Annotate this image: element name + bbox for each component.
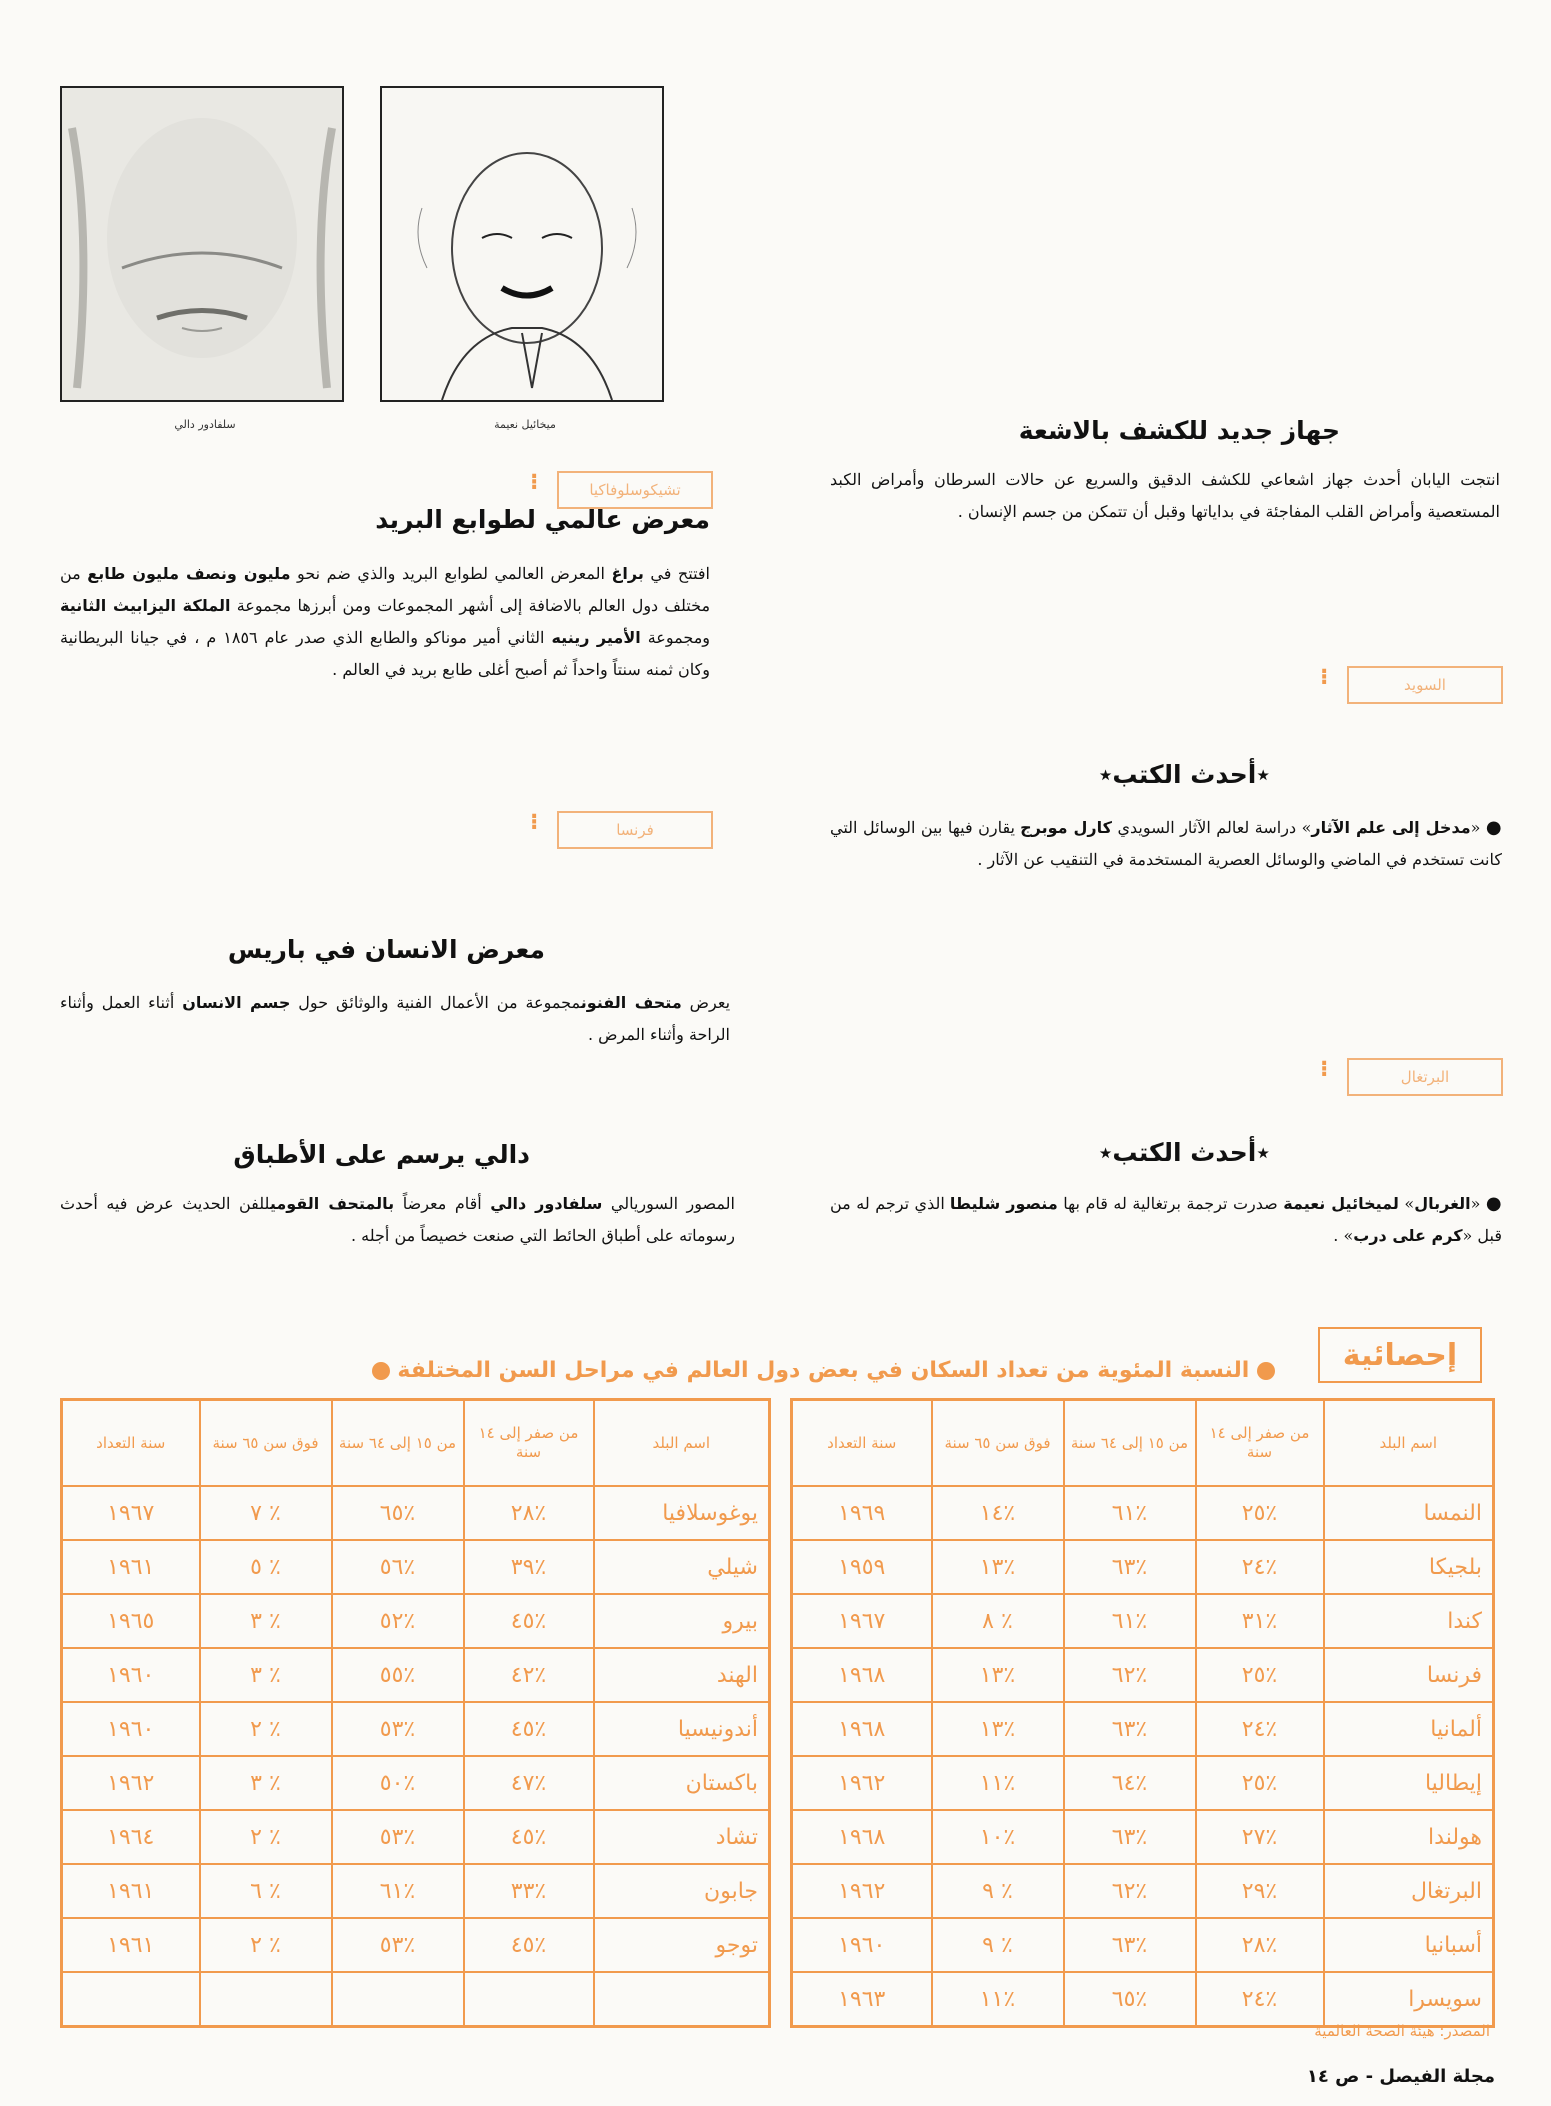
- country-cell: يوغوسلافيا: [594, 1486, 770, 1540]
- value-cell: ١٩٥٩: [792, 1540, 932, 1594]
- table-row: [62, 1594, 770, 1648]
- bullet-icon: ●: [1485, 817, 1503, 838]
- country-label-portugal: [1347, 1058, 1503, 1096]
- table-row: [62, 1486, 770, 1540]
- value-cell: ٪ ٩: [932, 1918, 1064, 1972]
- books2-headline: ٭أحدث الكتب٭: [1098, 1138, 1270, 1167]
- stats-source: المصدر: هيئة الصحة العالمية: [1314, 2022, 1490, 2040]
- country-cell: جابون: [594, 1864, 770, 1918]
- value-cell: ٪٤٧: [464, 1756, 594, 1810]
- value-cell: ٪٦٥: [332, 1486, 464, 1540]
- value-cell: ٪٤٥: [464, 1594, 594, 1648]
- table-row: [62, 1972, 770, 2027]
- table-row: [62, 1756, 770, 1810]
- country-label-czech: [557, 471, 713, 509]
- value-cell: ٪٢٤: [1196, 1972, 1324, 2027]
- table-body: [792, 1486, 1494, 2027]
- value-cell: ١٩٦٢: [792, 1756, 932, 1810]
- value-cell: [200, 1972, 332, 2027]
- value-cell: ٪١٠: [932, 1810, 1064, 1864]
- naimy-sketch: [382, 88, 662, 400]
- value-cell: ٪٥٣: [332, 1702, 464, 1756]
- value-cell: ٪٢٨: [1196, 1918, 1324, 1972]
- value-cell: ٪٦١: [1064, 1594, 1196, 1648]
- country-label-text: البرتغال: [1400, 1068, 1450, 1086]
- value-cell: ٪٦١: [332, 1864, 464, 1918]
- portrait-dali: [60, 86, 344, 402]
- value-cell: ٪٥٠: [332, 1756, 464, 1810]
- country-cell: الهند: [594, 1648, 770, 1702]
- value-cell: [62, 1972, 200, 2027]
- value-cell: ٪٢٧: [1196, 1810, 1324, 1864]
- value-cell: ١٩٦٠: [62, 1702, 200, 1756]
- country-label-france: [557, 811, 713, 849]
- value-cell: ٪ ٣: [200, 1594, 332, 1648]
- column-header: من صفر إلى ١٤ سنة: [1196, 1400, 1324, 1487]
- value-cell: ١٩٦٠: [792, 1918, 932, 1972]
- country-cell: توجو: [594, 1918, 770, 1972]
- value-cell: ١٩٦٨: [792, 1702, 932, 1756]
- table-row: [792, 1756, 1494, 1810]
- table-row: [792, 1702, 1494, 1756]
- country-cell: كندا: [1324, 1594, 1494, 1648]
- value-cell: ٪٥٣: [332, 1918, 464, 1972]
- stamps-headline: معرض عالمي لطوابع البريد: [375, 505, 710, 534]
- books1-headline: ٭أحدث الكتب٭: [1098, 760, 1270, 789]
- value-cell: ٪٢٩: [1196, 1864, 1324, 1918]
- paris-body: يعرض متحف الفنونمجموعة من الأعمال الفنية والوثائق حول جسم الانسان أثناء العمل وأثناء الراحة وأثناء المرض .: [60, 993, 731, 1044]
- value-cell: ٪٦٣: [1064, 1540, 1196, 1594]
- value-cell: ٪١١: [932, 1756, 1064, 1810]
- naimy-caption: ميخائيل نعيمة: [494, 418, 556, 431]
- table-row: [792, 1486, 1494, 1540]
- column-header: سنة التعداد: [62, 1400, 200, 1487]
- value-cell: ٪٤٥: [464, 1810, 594, 1864]
- country-cell: [594, 1972, 770, 2027]
- stats-table-left: [60, 1398, 771, 2028]
- value-cell: ١٩٦٣: [792, 1972, 932, 2027]
- portrait-naimy: [380, 86, 664, 402]
- country-cell: أسبانيا: [1324, 1918, 1494, 1972]
- country-cell: أندونيسيا: [594, 1702, 770, 1756]
- value-cell: ٪ ٢: [200, 1702, 332, 1756]
- column-header: من ١٥ إلى ٦٤ سنة: [332, 1400, 464, 1487]
- section-marker-icon: ⁝: [1320, 665, 1329, 690]
- value-cell: ١٩٦١: [62, 1918, 200, 1972]
- table-header-row: [62, 1400, 770, 1487]
- value-cell: ٪٣٩: [464, 1540, 594, 1594]
- country-label-sweden: [1347, 666, 1503, 704]
- value-cell: ٪٢٤: [1196, 1702, 1324, 1756]
- section-marker-icon: ⁝: [1320, 1057, 1329, 1082]
- value-cell: ٪٦٢: [1064, 1648, 1196, 1702]
- value-cell: ٪٦٥: [1064, 1972, 1196, 2027]
- value-cell: ١٩٦٤: [62, 1810, 200, 1864]
- xray-body: انتجت اليابان أحدث جهاز اشعاعي للكشف الدقيق والسريع عن حالات السرطان وأمراض الكبد المستعصية وأمراض القلب المفاجئة في بداياتها وقبل أن تتمكن من جسم الإنسان .: [830, 470, 1500, 521]
- value-cell: ١٩٦٨: [792, 1648, 932, 1702]
- country-cell: بلجيكا: [1324, 1540, 1494, 1594]
- country-label-text: تشيكوسلوفاكيا: [589, 481, 681, 499]
- value-cell: ١٩٦٢: [792, 1864, 932, 1918]
- column-header: اسم البلد: [594, 1400, 770, 1487]
- stamps-body: افتتح في براغ المعرض العالمي لطوابع البريد والذي ضم نحو مليون ونصف مليون طابع من مختلف دول العالم بالاضافة إلى أشهر المجموعات ومن أبرزها مجموعة الملكة اليزابيث الثانية ومجموعة الأمير رينيه الثاني أمير موناكو والطابع الذي صدر عام ١٨٥٦ م ، في جيانا البريطانية وكان ثمنه سنتاً واحداً ثم أصبح أغلى طابع بريد في العالم .: [60, 564, 711, 679]
- value-cell: ٪٤٢: [464, 1648, 594, 1702]
- value-cell: ٪ ٣: [200, 1648, 332, 1702]
- value-cell: ١٩٦١: [62, 1864, 200, 1918]
- table-row: [792, 1864, 1494, 1918]
- table-row: [792, 1810, 1494, 1864]
- country-label-text: السويد: [1404, 676, 1446, 694]
- column-header: اسم البلد: [1324, 1400, 1494, 1487]
- value-cell: ١٩٦٩: [792, 1486, 932, 1540]
- table-row: [62, 1918, 770, 1972]
- value-cell: ٪٢٤: [1196, 1540, 1324, 1594]
- dali-sketch: [62, 88, 342, 400]
- table-row: [792, 1972, 1494, 2027]
- value-cell: ٪١٤: [932, 1486, 1064, 1540]
- value-cell: [332, 1972, 464, 2027]
- value-cell: ٪ ٥: [200, 1540, 332, 1594]
- country-cell: بيرو: [594, 1594, 770, 1648]
- value-cell: ٪ ٨: [932, 1594, 1064, 1648]
- value-cell: ٪ ٧: [200, 1486, 332, 1540]
- value-cell: ٪٦٣: [1064, 1702, 1196, 1756]
- value-cell: ٪ ٦: [200, 1864, 332, 1918]
- dali-caption: سلفادور دالي: [174, 418, 236, 431]
- value-cell: ٪٢٥: [1196, 1648, 1324, 1702]
- value-cell: ٪ ٢: [200, 1918, 332, 1972]
- value-cell: ٪٦٣: [1064, 1810, 1196, 1864]
- country-cell: فرنسا: [1324, 1648, 1494, 1702]
- stats-table-right: [790, 1398, 1495, 2028]
- value-cell: ٪٢٨: [464, 1486, 594, 1540]
- section-marker-icon: ⁝: [530, 810, 539, 835]
- value-cell: ١٩٦١: [62, 1540, 200, 1594]
- country-cell: شيلي: [594, 1540, 770, 1594]
- value-cell: ١٩٦٧: [792, 1594, 932, 1648]
- column-header: فوق سن ٦٥ سنة: [932, 1400, 1064, 1487]
- dali-body: المصور السوريالي سلفادور دالي أقام معرضاً بالمتحف القوميللفن الحديث عرض فيه أحدث رسوماته على أطباق الحائط التي صنعت خصيصاً من أجله .: [60, 1194, 735, 1245]
- value-cell: ٪٢٥: [1196, 1486, 1324, 1540]
- bullet-icon: ●: [1485, 1193, 1503, 1214]
- books1-body: ● «مدخل إلى علم الآثار» دراسة لعالم الآثار السويدي كارل موبرج يقارن فيها بين الوسائل التي كانت تستخدم في الماضي والوسائل العصرية المستخدمة في التنقيب عن الآثار .: [830, 817, 1503, 869]
- value-cell: ٪٣٣: [464, 1864, 594, 1918]
- table-row: [792, 1540, 1494, 1594]
- country-cell: تشاد: [594, 1810, 770, 1864]
- value-cell: ٪٦١: [1064, 1486, 1196, 1540]
- value-cell: ٪ ٢: [200, 1810, 332, 1864]
- column-header: فوق سن ٦٥ سنة: [200, 1400, 332, 1487]
- value-cell: ١٩٦٥: [62, 1594, 200, 1648]
- table-row: [62, 1864, 770, 1918]
- xray-headline: جهاز جديد للكشف بالاشعة: [1018, 416, 1340, 445]
- value-cell: ٪٢٥: [1196, 1756, 1324, 1810]
- country-cell: إيطاليا: [1324, 1756, 1494, 1810]
- value-cell: ٪٥٢: [332, 1594, 464, 1648]
- value-cell: ١٩٦٧: [62, 1486, 200, 1540]
- country-cell: سويسرا: [1324, 1972, 1494, 2027]
- value-cell: ٪٥٣: [332, 1810, 464, 1864]
- value-cell: ١٩٦٨: [792, 1810, 932, 1864]
- stats-badge: إحصائية: [1318, 1327, 1482, 1383]
- country-label-text: فرنسا: [616, 821, 654, 839]
- value-cell: ٪٤٥: [464, 1918, 594, 1972]
- value-cell: ٪١٣: [932, 1702, 1064, 1756]
- column-header: من صفر إلى ١٤ سنة: [464, 1400, 594, 1487]
- books2-body: ● «الغربال» لميخائيل نعيمة صدرت ترجمة برتغالية له قام بها منصور شليطا الذي ترجم له من قبل «كرم على درب» .: [830, 1193, 1503, 1245]
- value-cell: ٪٤٥: [464, 1702, 594, 1756]
- page-footer: مجلة الفيصل - ص ١٤: [1306, 2066, 1495, 2087]
- section-marker-icon: ⁝: [530, 470, 539, 495]
- value-cell: ١٩٦٠: [62, 1648, 200, 1702]
- table-row: [792, 1594, 1494, 1648]
- value-cell: ٪ ٩: [932, 1864, 1064, 1918]
- table-row: [62, 1648, 770, 1702]
- value-cell: ١٩٦٢: [62, 1756, 200, 1810]
- value-cell: ٪١١: [932, 1972, 1064, 2027]
- paris-headline: معرض الانسان في باريس: [227, 935, 545, 964]
- value-cell: ٪١٣: [932, 1540, 1064, 1594]
- value-cell: ٪٦٤: [1064, 1756, 1196, 1810]
- value-cell: ٪٦٢: [1064, 1864, 1196, 1918]
- column-header: من ١٥ إلى ٦٤ سنة: [1064, 1400, 1196, 1487]
- table-row: [62, 1702, 770, 1756]
- column-header: سنة التعداد: [792, 1400, 932, 1487]
- value-cell: ٪١٣: [932, 1648, 1064, 1702]
- value-cell: ٪٣١: [1196, 1594, 1324, 1648]
- country-cell: البرتغال: [1324, 1864, 1494, 1918]
- table-row: [62, 1540, 770, 1594]
- table-row: [792, 1648, 1494, 1702]
- country-cell: باكستان: [594, 1756, 770, 1810]
- dali-headline: دالي يرسم على الأطباق: [233, 1140, 530, 1169]
- value-cell: ٪٥٦: [332, 1540, 464, 1594]
- country-cell: ألمانيا: [1324, 1702, 1494, 1756]
- table-header-row: [792, 1400, 1494, 1487]
- bullet-dot-icon: [1257, 1362, 1275, 1380]
- value-cell: ٪٥٥: [332, 1648, 464, 1702]
- stats-title: النسبة المئوية من تعداد السكان في بعض دول العالم في مراحل السن المختلفة: [275, 1358, 1275, 1383]
- bullet-dot-icon: [372, 1362, 390, 1380]
- table-row: [792, 1918, 1494, 1972]
- value-cell: [464, 1972, 594, 2027]
- country-cell: النمسا: [1324, 1486, 1494, 1540]
- value-cell: ٪٦٣: [1064, 1918, 1196, 1972]
- country-cell: هولندا: [1324, 1810, 1494, 1864]
- table-body: [62, 1486, 770, 2027]
- value-cell: ٪ ٣: [200, 1756, 332, 1810]
- table-row: [62, 1810, 770, 1864]
